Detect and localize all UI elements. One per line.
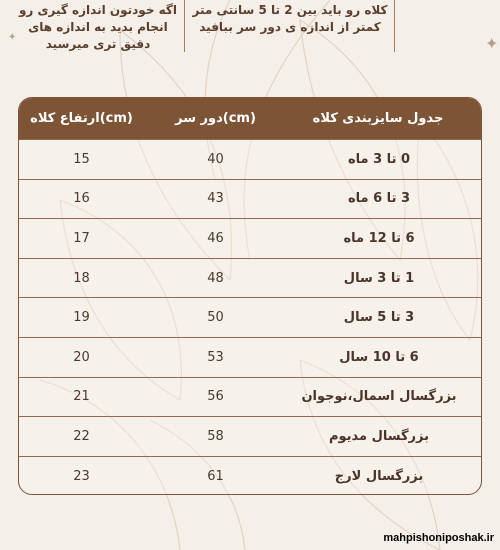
cell-head-circumference: 58 (207, 428, 224, 444)
hat-size-table (18, 97, 482, 495)
note-divider-right (394, 0, 395, 52)
cell-hat-height: 18 (73, 270, 90, 286)
sparkle-icon: ✦ (8, 32, 17, 43)
note-left-line: دقیق تری میرسید (45, 37, 151, 51)
cell-head-circumference: 40 (207, 151, 224, 167)
table-row (19, 139, 481, 179)
note-divider-left (184, 0, 185, 52)
cell-head-circumference: 50 (207, 310, 224, 326)
note-right-line: کمتر از اندازه ی دور سر ببافید (199, 20, 381, 34)
cell-head-circumference: 46 (207, 230, 224, 246)
note-left-line: انجام بدید به اندازه های (28, 20, 168, 34)
cell-head-circumference: 53 (207, 349, 224, 365)
cell-hat-height: 21 (73, 389, 90, 405)
table-row (19, 416, 481, 456)
cell-hat-height: 17 (73, 230, 90, 246)
cell-head-circumference: 43 (207, 191, 224, 207)
cell-hat-height: 22 (73, 428, 90, 444)
watermark: mahpishoniposhak.ir (383, 532, 494, 544)
cell-age: 1 تا 3 سال (343, 270, 415, 286)
sparkle-icon: ✦ (485, 34, 499, 53)
note-right (190, 2, 390, 36)
table-row (19, 218, 481, 258)
header-head-circumference: دور سر(cm) (175, 111, 256, 126)
cell-age: 3 تا 6 ماه (347, 191, 411, 207)
note-right-line: کلاه رو باید بین 2 تا 5 سانتی متر (192, 3, 388, 17)
table-row (19, 297, 481, 337)
header-hat-height: ارتفاع کلاه(cm) (30, 111, 133, 126)
cell-head-circumference: 56 (207, 389, 224, 405)
header-table-title: جدول سایزبندی کلاه (312, 111, 444, 126)
cell-head-circumference: 61 (207, 468, 224, 484)
cell-hat-height: 23 (73, 468, 90, 484)
cell-hat-height: 16 (73, 191, 90, 207)
table-row (19, 337, 481, 377)
cell-age: 6 تا 12 ماه (343, 230, 415, 246)
table-row (19, 377, 481, 417)
table-header (19, 98, 481, 139)
table-row (19, 456, 481, 495)
note-left (18, 2, 178, 53)
cell-age: بزرگسال مدیوم (328, 428, 430, 444)
cell-hat-height: 19 (73, 310, 90, 326)
cell-age: 0 تا 3 ماه (347, 151, 411, 167)
cell-hat-height: 15 (73, 151, 90, 167)
note-left-line: اگه خودتون اندازه گیری رو (18, 3, 178, 17)
cell-hat-height: 20 (73, 349, 90, 365)
table-row (19, 258, 481, 298)
cell-age: بزرگسال لارج (334, 468, 424, 484)
cell-age: 6 تا 10 سال (339, 349, 419, 365)
cell-age: 3 تا 5 سال (343, 310, 415, 326)
table-row (19, 179, 481, 219)
cell-age: بزرگسال اسمال،نوجوان (301, 389, 457, 405)
cell-head-circumference: 48 (207, 270, 224, 286)
